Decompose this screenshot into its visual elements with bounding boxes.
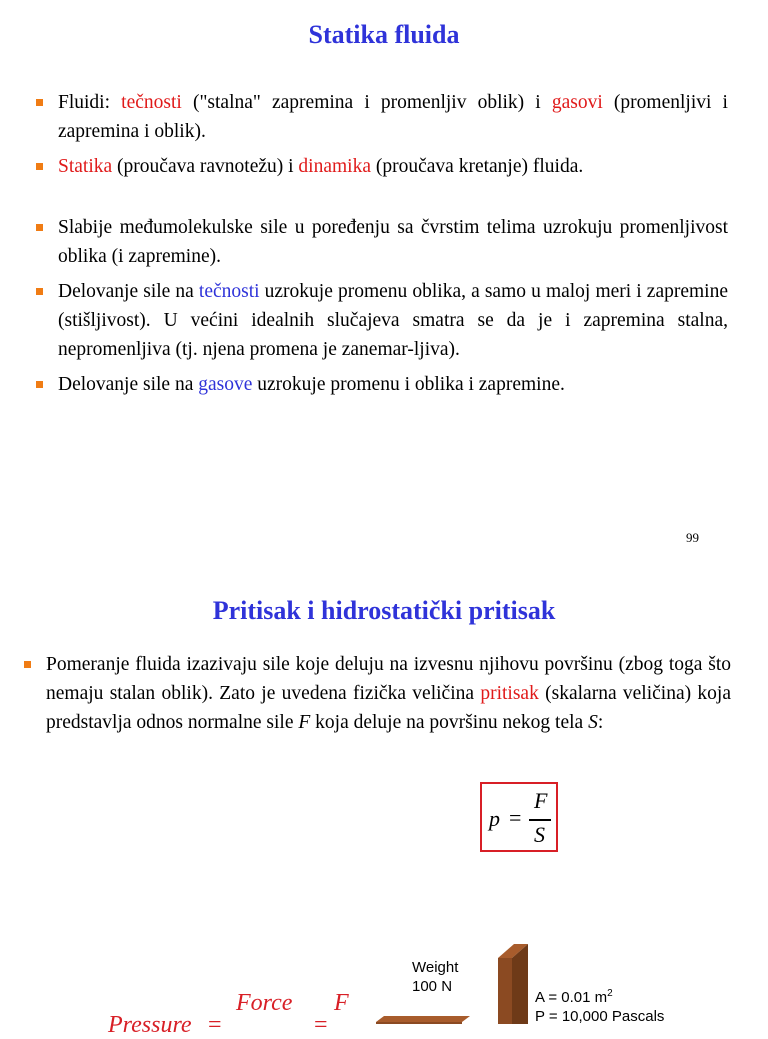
bullet-text: ("stalna" zapremina i promenljiv oblik) i (181, 92, 552, 113)
base-top (376, 1016, 470, 1022)
pressure-formula-box (480, 782, 558, 852)
bullet-text: dinamika (298, 156, 371, 177)
bullet-text: (promenljivi i zapremina i oblik). (58, 92, 728, 142)
bullet-text: gasovi (551, 92, 603, 113)
formula-equals-2: = (314, 1012, 328, 1038)
formula-equals-1: = (208, 1012, 222, 1038)
weight-label-line1: Weight (412, 959, 459, 976)
bullet-text: Pomeranje fluida izazivaju sile koje deluju na izvesnu njihovu površinu (zbog toga što nemaju stalan oblik). Zato je uvedena fizička veličina (46, 654, 731, 704)
bullet-text: Delovanje sile na (58, 374, 199, 395)
bullet-text: : (597, 712, 604, 733)
weight-label (412, 958, 458, 996)
bullet-text: Fluidi: (58, 92, 122, 113)
area-value: A = 0.01 m (535, 989, 608, 1006)
block-side (512, 944, 528, 1024)
bullet-text: (proučava ravnotežu) i (112, 156, 299, 177)
bullet-text: S (588, 712, 598, 733)
pressure-label: P = 10,000 Pascals (535, 1008, 665, 1025)
bullet-text: gasove (198, 374, 253, 395)
force-word: Force (236, 990, 293, 1016)
bullet-marker (36, 224, 43, 231)
bullet-text: uzrokuje promenu i oblika i zapremine. (252, 374, 565, 395)
bullet-marker (36, 288, 43, 295)
weight-label-line2: 100 N (412, 978, 453, 995)
bullet-item (24, 650, 731, 737)
bullet-text: (proučava kretanje) fluida. (371, 156, 584, 177)
formula-equals: = (509, 805, 522, 830)
bullet-text: Delovanje sile na (58, 281, 199, 302)
bullet-text: koja deluje na površinu nekog tela (310, 712, 589, 733)
formula-denominator: S (534, 822, 545, 847)
bullet-text: Statika (58, 156, 113, 177)
bullet-item (36, 213, 728, 271)
bullet-item (36, 152, 728, 181)
bullet-item (36, 88, 728, 146)
base-front (376, 1022, 462, 1024)
bullet-marker (24, 661, 31, 668)
area-label (535, 988, 613, 1006)
bullet-marker (36, 381, 43, 388)
bullet-item (36, 277, 728, 364)
pressure-illustration (0, 930, 768, 1038)
bullet-text: Slabije međumolekulske sile u poređenju sa čvrstim telima uzrokuju promenljivost oblika (i zapremine). (58, 217, 728, 267)
bullet-marker (36, 99, 43, 106)
pressure-word: Pressure (108, 1012, 192, 1038)
bullet-text: uzrokuje promenu oblika, a samo u maloj meri i zapremine (stišljivost). U većini idealnih slučajeva smatra se da je i zapremina stalna, nepromenljiva (tj. njena promena je zanemar-ljiva). (58, 281, 728, 360)
bullet-list (24, 650, 731, 737)
formula-lhs: p (489, 806, 500, 831)
block-front (498, 958, 512, 1024)
bullet-text: F (298, 712, 311, 733)
fraction-bar (529, 819, 551, 821)
bullet-text: pritisak (480, 683, 539, 704)
bullet-text: tečnosti (198, 281, 260, 302)
page-number: 99 (686, 530, 699, 545)
bullet-text: (skalarna veličina) koja predstavlja odnos normalne sile (46, 683, 731, 733)
formula-numerator: F (534, 788, 548, 813)
bullet-marker (36, 163, 43, 170)
force-symbol: F (334, 990, 349, 1016)
slide-title: Pritisak i hidrostatički pritisak (212, 596, 556, 625)
slide-title: Statika fluida (308, 20, 460, 49)
slide-pritisak (0, 560, 768, 1038)
bullet-list (36, 88, 728, 399)
bullet-text: tečnosti (121, 92, 182, 113)
area-exponent: 2 (607, 988, 613, 999)
bullet-item (36, 370, 728, 399)
